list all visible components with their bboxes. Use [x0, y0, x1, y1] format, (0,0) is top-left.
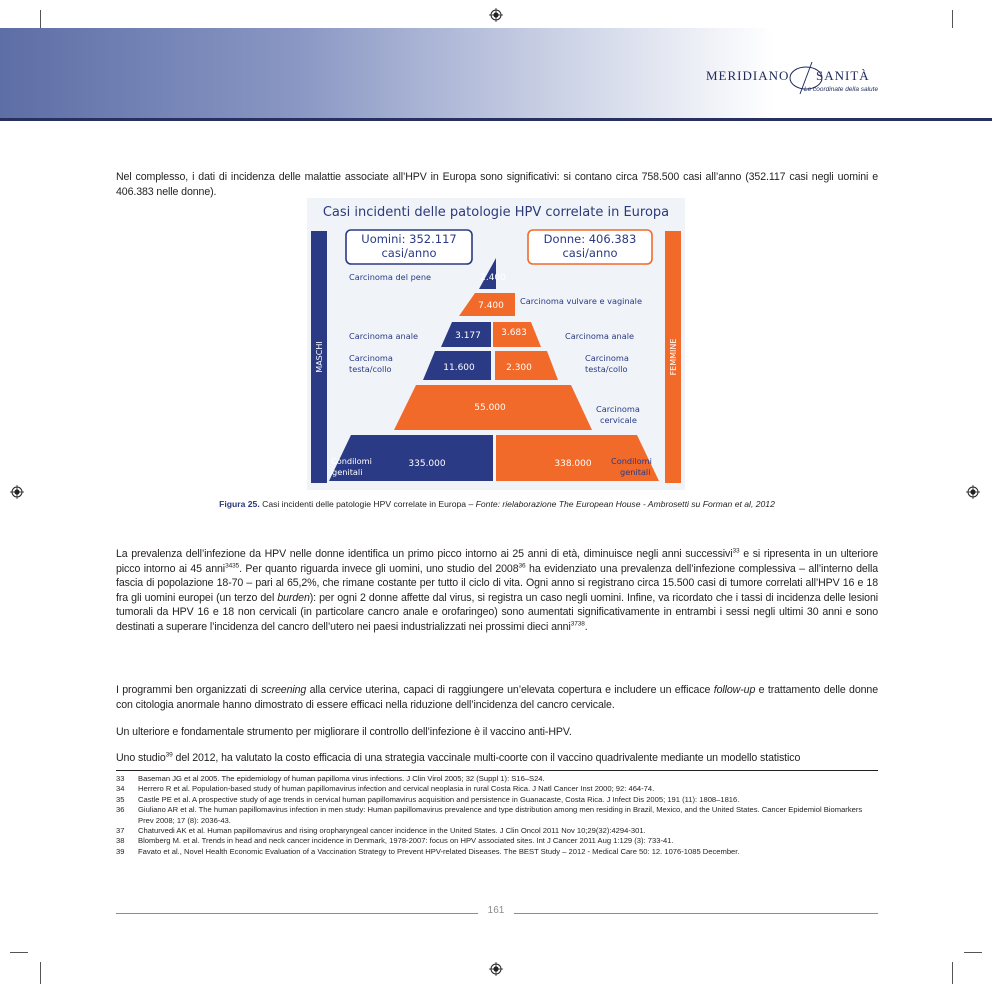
- figure-caption: [116, 499, 878, 509]
- paragraph-text: Uno studio: [116, 752, 166, 764]
- footnote-item: [116, 795, 878, 805]
- value-label-condilomi-women: 338.000: [554, 459, 592, 469]
- italic-burden: burden: [277, 591, 310, 604]
- footnote-text: Castle PE et al. A prospective study of age trends in cervical human papillomavirus acquisition and persistence in Guanacaste, Costa Rica. J Infect Dis 2005; 191 (11): 1808–1816.: [138, 794, 740, 804]
- footnote-item: [116, 836, 878, 846]
- chart-title: Casi incidenti delle patologie HPV correlate in Europa: [322, 205, 670, 220]
- footnote-number: 39: [116, 846, 125, 856]
- footnote-text: Chaturvedi AK et al. Human papillomavirus and rising oropharyngeal cancer incidence in the United States. J Clin Oncol 2011 Nov 10;29(32):4294-301.: [138, 826, 646, 836]
- footnote-number: 37: [116, 826, 125, 836]
- value-label-cervicale: 55.000: [474, 403, 506, 413]
- footnote-text: Baseman JG et al 2005. The epidemiology of human papilloma virus infections. J Clin Virol 2005; 32 (Suppl 1): S16–S24.: [138, 774, 545, 783]
- footnote-number: 38: [116, 836, 125, 846]
- italic-follow-up: follow-up: [713, 684, 756, 696]
- footnote-number: 35: [116, 794, 125, 804]
- page-number-rule-right: [514, 913, 878, 914]
- meridiano-sanita-logo: [706, 60, 896, 100]
- footnote-number: 36: [116, 805, 125, 815]
- paragraph-prevalence: [116, 547, 878, 635]
- logo-word-sanita: SANITÀ: [816, 68, 870, 83]
- category-label-testa-men-line2: testa/collo: [349, 364, 392, 374]
- citation-33: 33: [732, 547, 740, 555]
- header-rule: [0, 118, 992, 121]
- paragraph-screening: [116, 683, 878, 712]
- maschi-side-label: MASCHI: [315, 341, 324, 373]
- paragraph-text: . Per quanto riguarda invece gli uomini, uno studio del 2008: [239, 562, 519, 575]
- footnote-item: [116, 805, 878, 826]
- category-label-cervicale-line1: Carcinoma: [596, 404, 640, 414]
- paragraph-intro-text: Nel complesso, i dati di incidenza delle malattie associate all’HPV in Europa sono significativi: si contano circa 758.500 casi all’anno (352.117 casi negli uomini e 406.383 nelle donne).: [116, 171, 878, 198]
- category-label-testa-men-line1: Carcinoma: [349, 353, 393, 363]
- logo-tagline: Le coordinate della salute: [804, 86, 879, 93]
- figure-caption-source: Fonte: rielaborazione The European House - Ambrosetti su Forman et al, 2012: [475, 499, 775, 509]
- footnote-number: 33: [116, 774, 125, 783]
- value-label-vulvare: 7.400: [478, 301, 504, 311]
- value-label-condilomi-men: 335.000: [408, 459, 446, 469]
- value-label-anale-women: 3.683: [501, 328, 527, 338]
- paragraph-text: e si ripresenta in un ulteriore picco intorno ai 45 anni: [116, 548, 878, 575]
- value-label-pene: 2.400: [480, 273, 506, 283]
- citation-39: 39: [165, 751, 173, 759]
- footnote-item: [116, 784, 878, 794]
- footnote-text: Giuliano AR et al. The human papillomavirus infection in men study: Human papillomavirus prevalence and type distribution among men residing in Brazil, Mexico, and the United States. Cancer Epidemiol Biomarkers Prev 2008; 17 (8): 2036-43.: [138, 805, 863, 825]
- footnote-text: Blomberg M. et al. Trends in head and neck cancer incidence in Denmark, 1978-2007: focus on HPV associated sites. Int J Cancer 2011 Aug 1:129 (3): 733-41.: [138, 836, 674, 846]
- italic-screening: screening: [261, 684, 307, 696]
- women-total-unit: casi/anno: [562, 246, 618, 260]
- crop-mark: [10, 952, 28, 953]
- category-label-condilomi-women-line2: genitali: [620, 467, 651, 477]
- footnotes: [116, 774, 878, 857]
- figure-caption-text: Casi incidenti delle patologie HPV correlate in Europa –: [259, 499, 476, 509]
- paragraph-text: Un ulteriore e fondamentale strumento per migliorare il controllo dell’infezione è il vaccino anti-HPV.: [116, 726, 572, 738]
- footnote-text: Favato et al., Novel Health Economic Evaluation of a Vaccination Strategy to Prevent HPV-related Diseases. The BEST Study – 2012 - Medical Care 50: 12. 1076-1085 December.: [138, 846, 740, 856]
- footnote-text: Herrero R et al. Population-based study of human papillomavirus infection and cervical neoplasia in rural Costa Rica. J Natl Cancer Inst 2000; 92: 464-74.: [138, 784, 655, 794]
- footnote-item: [116, 826, 878, 836]
- category-label-pene: Carcinoma del pene: [349, 272, 432, 282]
- figure-number: Figura 25.: [219, 499, 260, 509]
- footnote-divider: [116, 770, 878, 771]
- page-number-rule-left: [116, 913, 478, 914]
- category-label-condilomi-women-line1: Condilomi: [611, 456, 652, 466]
- pyramid-svg: [307, 198, 685, 490]
- footnote-item: [116, 847, 878, 857]
- femmine-side-label: FEMMINE: [669, 338, 678, 376]
- registration-mark-icon: [10, 485, 24, 499]
- paragraph-text: alla cervice uterina, capaci di raggiungere un’elevata copertura e includere un efficace: [306, 684, 714, 696]
- citation-3738: 3738: [570, 620, 585, 628]
- paragraph-text: ): per ogni 2 donne affette dal virus, si registra un caso negli uomini. Infine, va ricordato che i tassi di incidenza delle lesioni tumorali da HPV 16 e 18 non cervicali (in particolare cancro anale e orofaringeo) sono aumentati significativamente in entrambi i sessi negli ultimi 30 anni e sono destinati a superare l’incidenza del cancro dell’utero nei paesi industrializzati nei prossimi dieci anni: [116, 591, 878, 633]
- value-label-testa-men: 11.600: [443, 363, 475, 373]
- category-label-condilomi-men-line2: genitali: [332, 467, 363, 477]
- paragraph-text: .: [584, 620, 588, 633]
- women-total-label: Donne: 406.383: [543, 232, 637, 246]
- footnote-item: [116, 774, 878, 784]
- category-label-testa-women-line1: Carcinoma: [585, 353, 629, 363]
- logo-word-meridiano: MERIDIANO: [706, 68, 790, 83]
- footnote-number: 34: [116, 784, 125, 794]
- category-label-anale-men: Carcinoma anale: [349, 331, 419, 341]
- paragraph-text: La prevalenza dell’infezione da HPV nelle donne identifica un primo picco intorno ai 25 anni di età, diminuisce negli anni successivi: [116, 548, 733, 560]
- registration-mark-icon: [489, 8, 503, 22]
- crop-mark: [952, 962, 953, 984]
- citation-3435: 3435: [225, 562, 240, 570]
- crop-mark: [952, 10, 953, 28]
- crop-mark: [964, 952, 982, 953]
- hpv-incidence-pyramid-chart: [307, 198, 685, 490]
- category-label-cervicale-line2: cervicale: [600, 415, 637, 425]
- paragraph-vaccine: [116, 725, 878, 740]
- category-label-vulvare: Carcinoma vulvare e vaginale: [520, 296, 642, 306]
- paragraph-text: e trattamento delle donne con citologia anormale hanno dimostrato di essere efficaci nella riduzione dell’incidenza del cancro cervicale.: [116, 684, 879, 711]
- crop-mark: [40, 962, 41, 984]
- citation-36: 36: [518, 562, 526, 570]
- value-label-testa-women: 2.300: [506, 363, 532, 373]
- paragraph-text: del 2012, ha valutato la costo efficacia di una strategia vaccinale multi-coorte con il vaccino quadrivalente mediante un modello statistico: [172, 752, 801, 764]
- page-number: 161: [487, 905, 505, 916]
- paragraph-text: ha evidenziato una prevalenza dell’infezione complessiva – all’interno della fascia di popolazione 18-70 – pari al 65,2%, che rimane costante per tutto il ciclo di vita. Ogni anno si registrano circa 15.500 casi di tumore correlati all’HPV 16 e 18 fra gli uomini europei (un terzo del: [116, 562, 879, 604]
- paragraph-intro: [116, 170, 878, 199]
- registration-mark-icon: [966, 485, 980, 499]
- category-label-anale-women: Carcinoma anale: [565, 331, 635, 341]
- category-label-testa-women-line2: testa/collo: [585, 364, 628, 374]
- crop-mark: [40, 10, 41, 28]
- category-label-condilomi-men-line1: Condilomi: [331, 456, 372, 466]
- paragraph-study: [116, 751, 878, 766]
- paragraph-text: I programmi ben organizzati di: [116, 684, 262, 696]
- value-label-anale-men: 3.177: [455, 331, 481, 341]
- registration-mark-icon: [489, 962, 503, 976]
- men-total-label: Uomini: 352.117: [361, 232, 457, 246]
- men-total-unit: casi/anno: [381, 246, 437, 260]
